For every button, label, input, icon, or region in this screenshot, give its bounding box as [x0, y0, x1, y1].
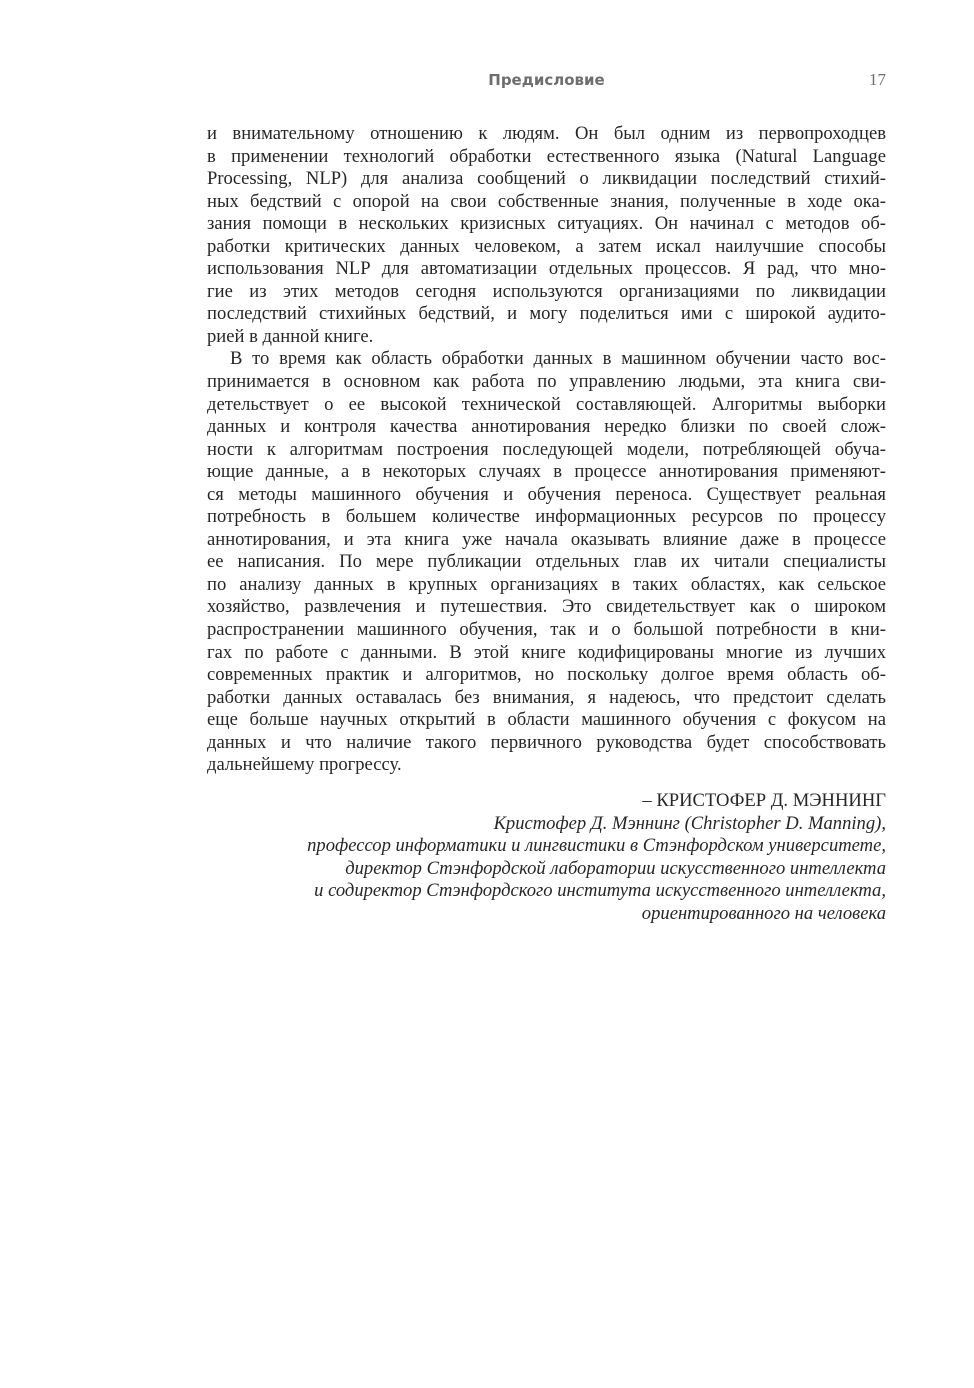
signature-affiliation-line: профессор информатики и лингвистики в Стэнфордском университете,: [307, 835, 886, 857]
paragraph-2: [207, 348, 886, 776]
signature-affiliation-line: и содиректор Стэнфордского института искусственного интеллекта,: [314, 880, 886, 902]
text-line: хозяйство, развлечения и путешествия. Это свидетельствует как о широком: [207, 596, 886, 618]
text-line: аннотирования, и эта книга уже начала оказывать влияние даже в процессе: [207, 528, 886, 550]
text-line: ся методы машинного обучения и обучения переноса. Существует реальная: [207, 483, 886, 505]
text-line: и внимательному отношению к людям. Он был одним из первопроходцев: [207, 123, 886, 144]
signature-block: [207, 790, 886, 925]
running-head: [207, 68, 886, 92]
text-line: ее написания. По мере публикации отдельных глав их читали специалисты: [207, 551, 886, 573]
text-line: в применении технологий обработки естественного языка (Natural Language: [207, 145, 886, 167]
page-number: 17: [869, 70, 886, 89]
text-line: рией в данной книге.: [207, 325, 374, 347]
text-line: еще больше научных открытий в области машинного обучения с фокусом на: [207, 709, 886, 731]
text-line: последствий стихийных бедствий, и могу поделиться ими с широкой аудито-: [207, 303, 886, 325]
text-line: использования NLP для автоматизации отдельных процессов. Я рад, что мно-: [207, 258, 886, 280]
signature-affiliation-line: Кристофер Д. Мэннинг (Christopher D. Manning),: [493, 812, 886, 834]
text-line: по анализу данных в крупных организациях в таких областях, как сельское: [207, 573, 886, 595]
text-line: зания помощи в нескольких кризисных ситуациях. Он начинал с методов об-: [207, 213, 886, 235]
body-text: [207, 123, 886, 777]
paragraph-1: [207, 123, 886, 348]
signature-affiliation-line: директор Стэнфордской лаборатории искусственного интеллекта: [345, 857, 886, 879]
text-line: гие из этих методов сегодня используются организациями по ликвидации: [207, 280, 886, 302]
text-line: работки данных оставалась без внимания, я надеюсь, что предстоит сделать: [207, 686, 886, 708]
text-line: Processing, NLP) для анализа сообщений о ликвидации последствий стихий-: [207, 168, 886, 190]
text-line: принимается в основном как работа по управлению людьми, эта книга сви-: [207, 371, 886, 393]
text-line: гах по работе с данными. В этой книге кодифицированы многие из лучших: [207, 641, 886, 663]
text-line: работки критических данных человеком, а затем искал наилучшие способы: [207, 235, 886, 257]
text-line: распространении машинного обучения, так и о большой потребности в кни-: [207, 619, 886, 641]
text-line: ных бедствий с опорой на свои собственные знания, полученные в ходе ока-: [207, 190, 886, 212]
text-line: ющие данные, а в некоторых случаях в процессе аннотирования применяют-: [207, 461, 886, 483]
text-line: данных и контроля качества аннотирования нередко близки по своей слож-: [207, 416, 886, 438]
text-line: детельствует о ее высокой технической составляющей. Алгоритмы выборки: [207, 393, 886, 415]
text-line: современных практик и алгоритмов, но поскольку долгое время область об-: [207, 664, 886, 686]
text-line: В то время как область обработки данных в машинном обучении часто вос-: [230, 348, 886, 370]
running-title: Предисловие: [488, 71, 605, 89]
text-line: потребность в большем количестве информационных ресурсов по процессу: [207, 506, 886, 528]
signature-affiliation-line: ориентированного на человека: [641, 902, 886, 924]
text-line: дальнейшему прогрессу.: [207, 754, 402, 776]
text-line: данных и что наличие такого первичного руководства будет способствовать: [207, 731, 886, 753]
signature-name: – КРИСТОФЕР Д. МЭННИНГ: [642, 790, 886, 811]
text-line: ности к алгоритмам построения последующей модели, потребляющей обуча-: [207, 438, 886, 460]
